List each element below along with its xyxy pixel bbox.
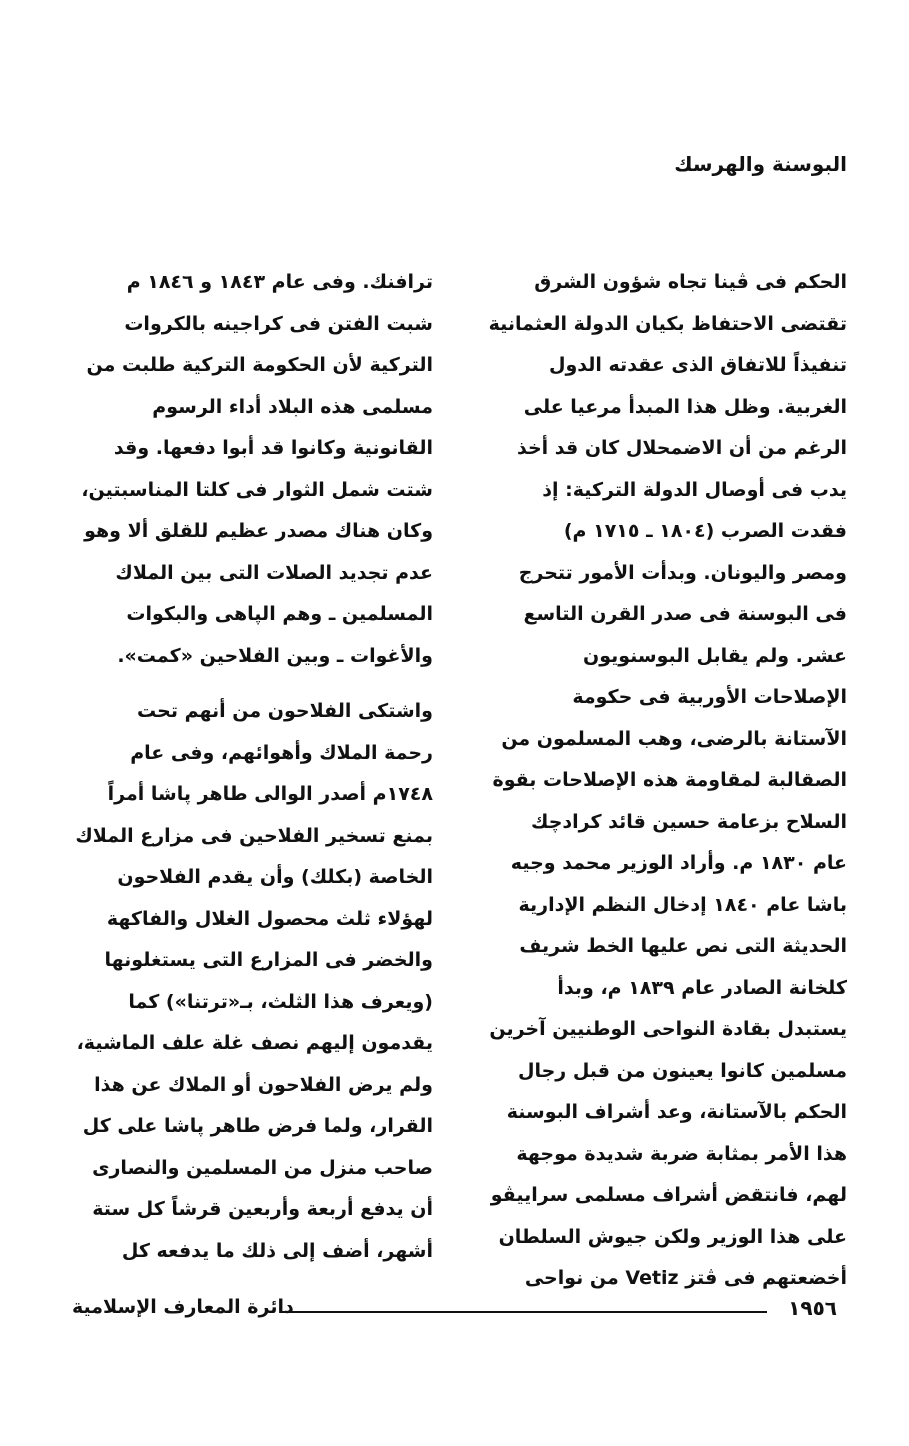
text-line: مسلمى هذه البلاد أداء الرسوم <box>152 395 433 418</box>
text-line: الحديثة التى نص عليها الخط شريف <box>519 935 847 957</box>
journal-title: دائرة المعارف الإسلامية <box>72 1296 294 1318</box>
left-column <box>73 262 433 1272</box>
page-number: ١٩٥٦ <box>788 1296 837 1320</box>
text-line: المسلمين ـ وهم الپاهى والبكوات <box>126 603 433 625</box>
text-line: فى البوسنة فى صدر القرن التاسع <box>523 603 847 625</box>
text-line: الحكم بالآستانة، وعد أشراف البوسنة <box>506 1101 847 1123</box>
text-line: رحمة الملاك وأهوائهم، وفى عام <box>130 741 433 764</box>
text-line: الرغم من أن الاضمحلال كان قد أخذ <box>517 437 847 459</box>
text-line: القانونية وكانوا قد أبوا دفعها. وقد <box>113 437 433 459</box>
text-line: على هذا الوزير ولكن جيوش السلطان <box>498 1225 847 1248</box>
right-column <box>487 262 847 1300</box>
text-line: فقدت الصرب (١٨٠٤ ـ ١٧١٥ م) <box>563 520 847 542</box>
text-line: أن يدفع أربعة وأربعين قرشاً كل ستة <box>92 1198 433 1220</box>
text-line: (ويعرف هذا الثلث، بـ«ترتنا») كما <box>128 990 433 1013</box>
page-footer <box>72 1296 837 1326</box>
text-line: الصقالبة لمقاومة هذه الإصلاحات بقوة <box>492 769 847 791</box>
text-line: لهم، فانتقض أشراف مسلمى سراييڤو <box>490 1184 847 1206</box>
text-line: عشر. ولم يقابل البوسنويون <box>582 644 847 667</box>
text-line: ولم يرض الفلاحون أو الملاك عن هذا <box>94 1073 433 1096</box>
text-line: ومصر واليونان. وبدأت الأمور تتحرج <box>518 561 847 584</box>
text-line: والخضر فى المزارع التى يستغلونها <box>104 949 433 971</box>
text-line: تنفيذاً للاتفاق الذى عقدته الدول <box>549 354 847 376</box>
text-line: السلاح بزعامة حسين قائد كرادچك <box>531 810 847 833</box>
footer-divider <box>282 1311 767 1313</box>
text-line: يدب فى أوصال الدولة التركية: إذ <box>542 478 847 501</box>
text-line: عام ١٨٣٠ م. وأراد الوزير محمد وجيه <box>510 852 847 874</box>
text-line: مسلمين كانوا يعينون من قبل رجال <box>517 1059 847 1082</box>
text-line: شتت شمل الثوار فى كلتا المناسبتين، <box>81 478 433 501</box>
text-line: باشا عام ١٨٤٠ إدخال النظم الإدارية <box>518 893 847 916</box>
text-line: هذا الأمر بمثابة ضربة شديدة موجهة <box>516 1142 847 1165</box>
text-line: عدم تجديد الصلات التى بين الملاك <box>115 561 433 584</box>
text-line: شبت الفتن فى كراجينه بالكروات <box>124 312 433 335</box>
text-line: واشتكى الفلاحون من أنهم تحت <box>137 700 433 722</box>
text-line: الحكم فى ڤينا تجاه شؤون الشرق <box>534 271 847 293</box>
running-header: البوسنة والهرسك <box>674 152 847 176</box>
text-line: يقدمون إليهم نصف غلة علف الماشية، <box>76 1032 433 1054</box>
text-line: ترافنك. وفى عام ١٨٤٣ و ١٨٤٦ م <box>126 271 433 293</box>
text-line: والأغوات ـ وبين الفلاحين «كمت». <box>117 644 433 667</box>
text-line: وكان هناك مصدر عظيم للقلق ألا وهو <box>84 520 433 542</box>
text-line: أشهر، أضف إلى ذلك ما يدفعه كل <box>121 1239 433 1262</box>
text-line: الغربية. وظل هذا المبدأ مرعيا على <box>523 395 847 418</box>
text-line: بمنع تسخير الفلاحين فى مزارع الملاك <box>75 824 433 847</box>
text-line: الإصلاحات الأوربية فى حكومة <box>572 686 847 708</box>
text-line: يستبدل بقادة النواحى الوطنيين آخرين <box>489 1018 847 1040</box>
text-line: كلخانة الصادر عام ١٨٣٩ م، وبدأ <box>557 976 847 999</box>
text-line: القرار، ولما فرض طاهر پاشا على كل <box>82 1115 433 1137</box>
text-line: صاحب منزل من المسلمين والنصارى <box>92 1156 433 1179</box>
text-line: لهؤلاء ثلث محصول الغلال والفاكهة <box>106 907 433 930</box>
text-line: ١٧٤٨م أصدر الوالى طاهر پاشا أمراً <box>107 783 433 805</box>
text-line: تقتضى الاحتفاظ بكيان الدولة العثمانية <box>488 312 847 335</box>
text-line: أخضعتهم فى ڤتز Vetiz من نواحى <box>524 1267 847 1289</box>
text-line: التركية لأن الحكومة التركية طلبت من <box>86 354 433 376</box>
paragraph-gap <box>73 677 433 691</box>
text-line: الآستانة بالرضى، وهب المسلمون من <box>501 727 847 750</box>
text-line: الخاصة (بكلك) وأن يقدم الفلاحون <box>117 866 433 888</box>
